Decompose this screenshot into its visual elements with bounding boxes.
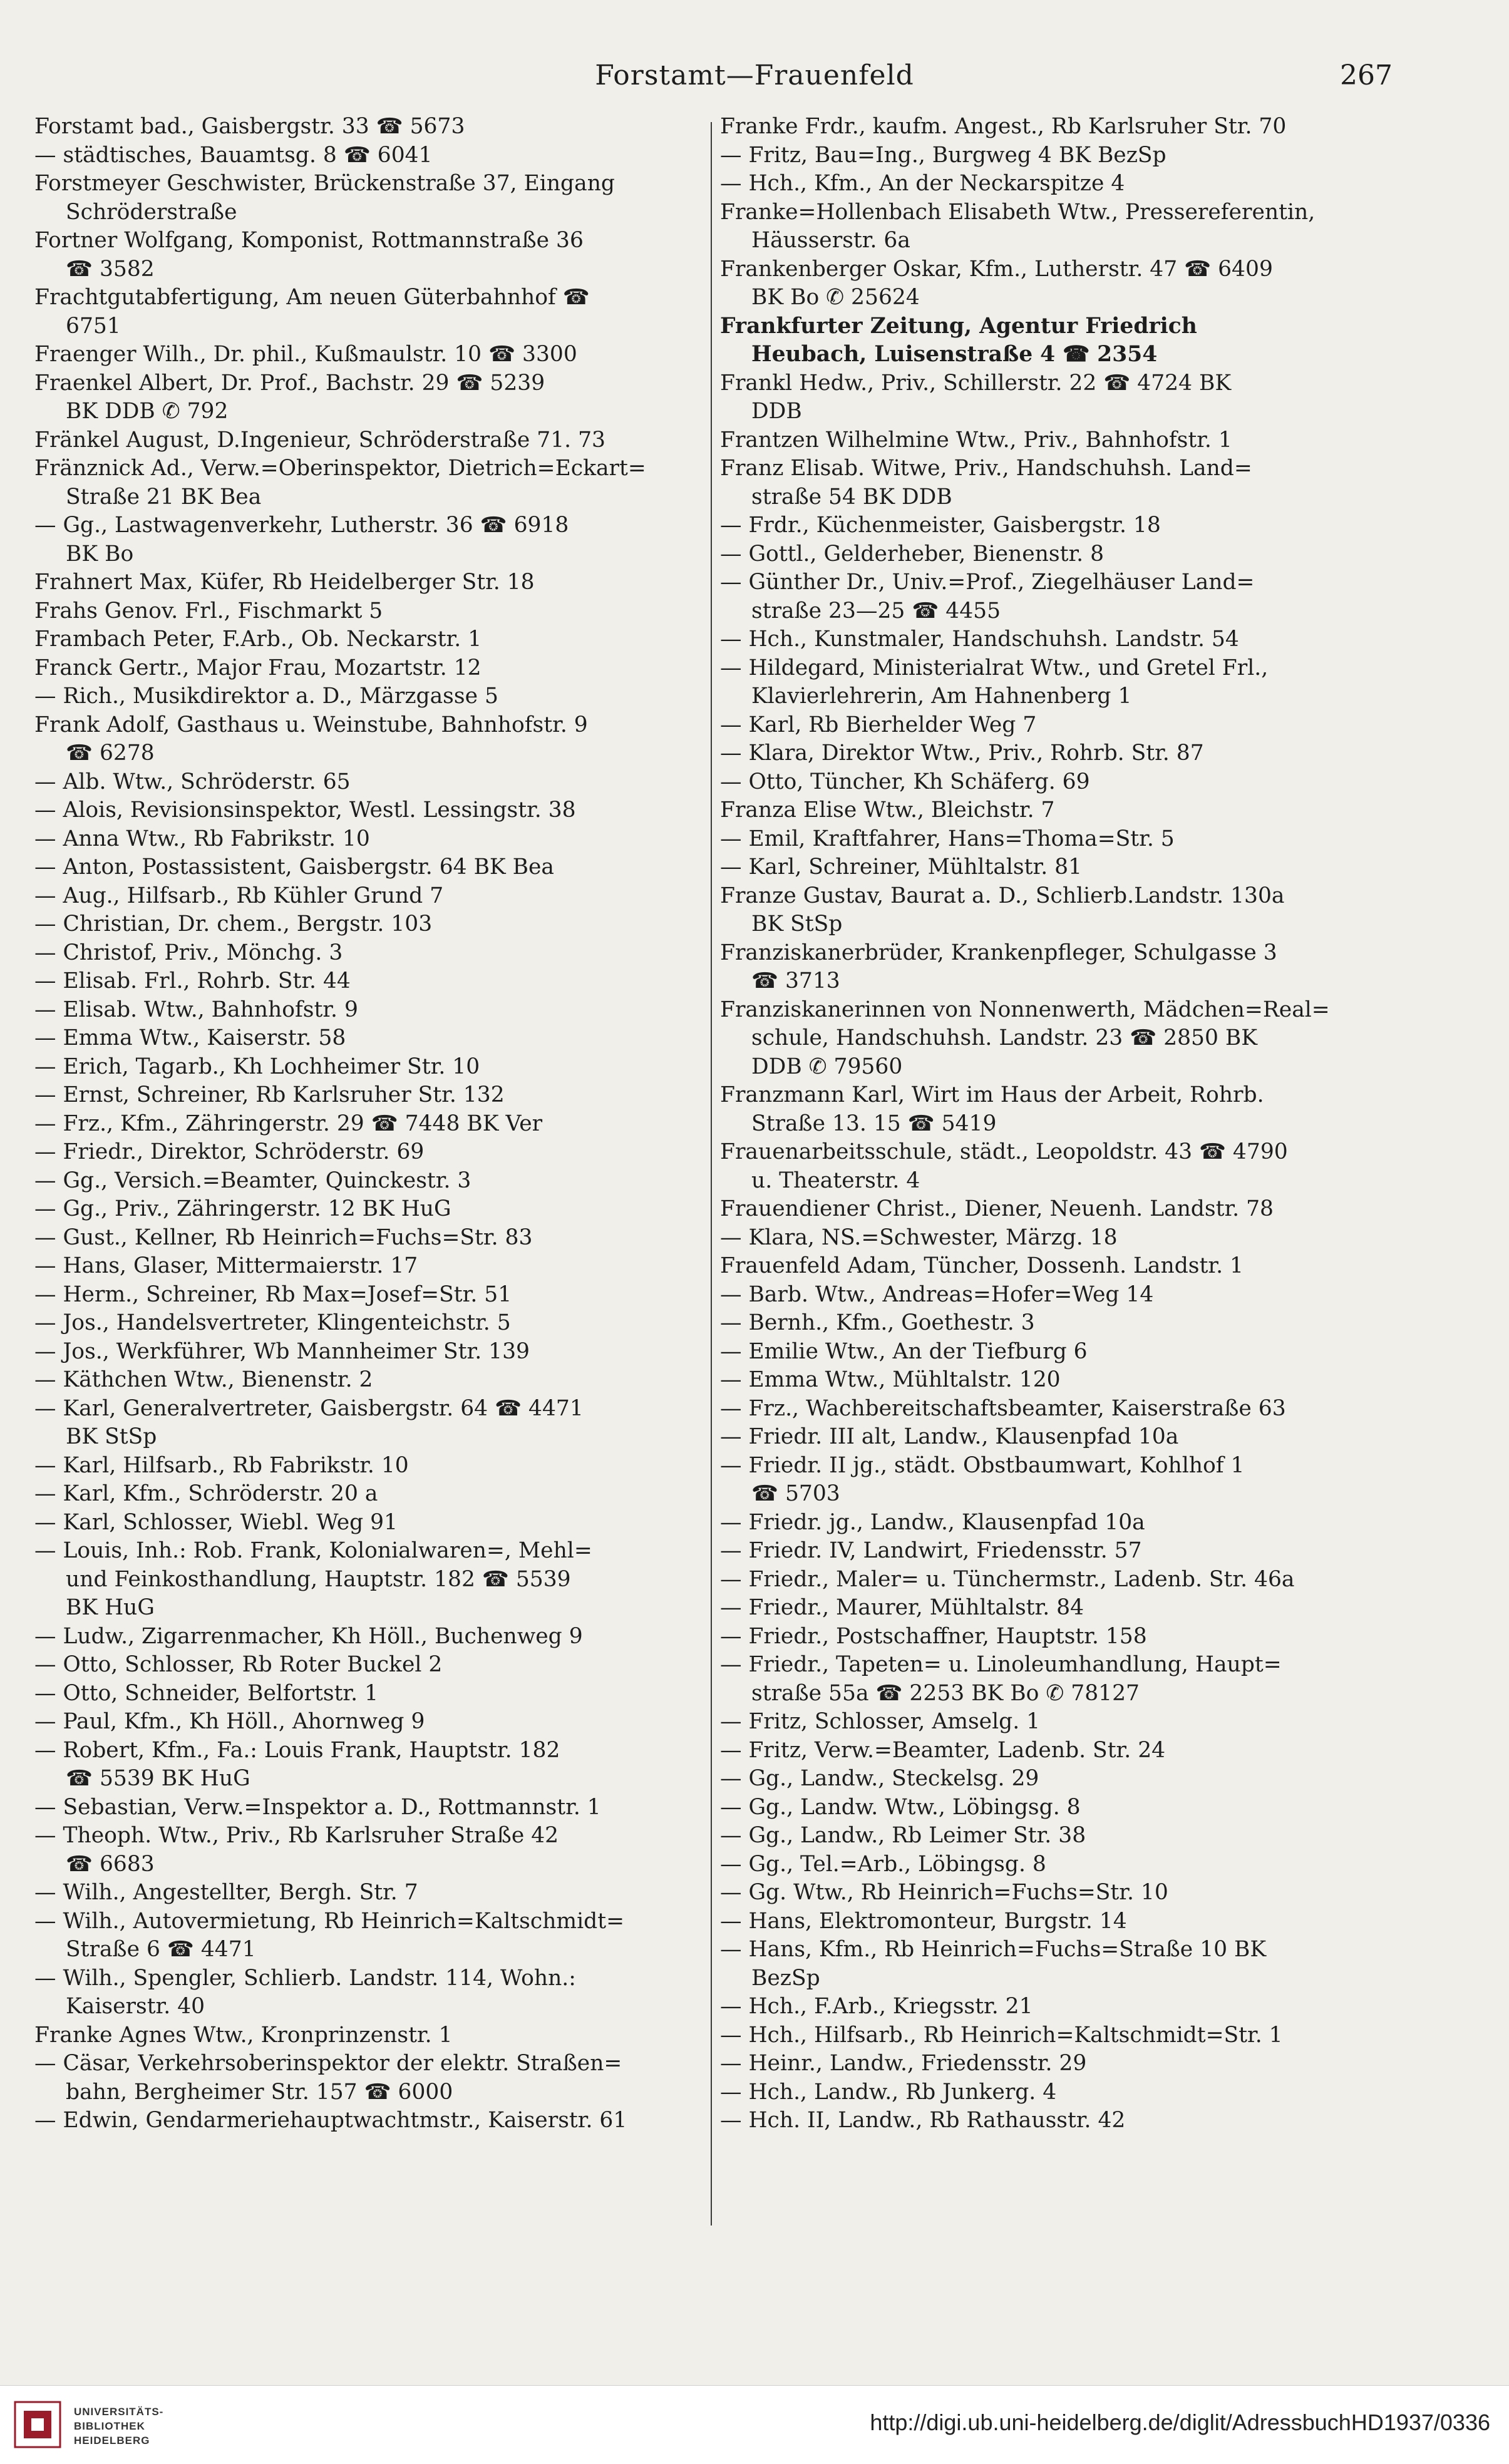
directory-entry-line: — Gg., Lastwagenverkehr, Lutherstr. 36 ☎ 6918	[34, 513, 569, 538]
directory-entry-line: — Friedr. III alt, Landw., Klausenpfad 10a	[720, 1424, 1179, 1449]
directory-entry-line: Heubach, Luisenstraße 4 ☎ 2354	[751, 342, 1158, 367]
directory-entry-line: — Anton, Postassistent, Gaisbergstr. 64 BK Bea	[34, 855, 555, 880]
directory-entry-line: — Gg. Wtw., Rb Heinrich=Fuchs=Str. 10	[720, 1880, 1168, 1905]
directory-entry-line: Frankl Hedw., Priv., Schillerstr. 22 ☎ 4724 BK	[720, 370, 1232, 396]
left-column	[34, 113, 661, 2135]
directory-entry-line: — Friedr. II jg., städt. Obstbaumwart, Kohlhof 1	[720, 1452, 1245, 1478]
directory-entry-line: — Gg., Tel.=Arb., Löbingsg. 8	[720, 1851, 1046, 1877]
directory-entry-line: — Wilh., Spengler, Schlierb. Landstr. 114, Wohn.:	[34, 1965, 576, 1991]
directory-entry-line: — Hildegard, Ministerialrat Wtw., und Gretel Frl.,	[720, 655, 1269, 680]
directory-entry-line: — Elisab. Wtw., Bahnhofstr. 9	[34, 997, 358, 1022]
directory-entry-line: — Karl, Schreiner, Mühltalstr. 81	[720, 855, 1083, 880]
directory-entry-line: — Ludw., Zigarrenmacher, Kh Höll., Buchenweg 9	[34, 1623, 583, 1649]
directory-entry-line: BK HuG	[66, 1595, 155, 1620]
directory-entry-line: — Gottl., Gelderheber, Bienenstr. 8	[720, 541, 1105, 567]
directory-entry-line: — Hch. II, Landw., Rb Rathausstr. 42	[720, 2108, 1126, 2133]
directory-entry-line: straße 55a ☎ 2253 BK Bo ✆ 78127	[751, 1680, 1140, 1706]
directory-entry-line: Franziskanerbrüder, Krankenpfleger, Schulgasse 3	[720, 940, 1277, 965]
directory-entry-line: — Karl, Schlosser, Wiebl. Weg 91	[34, 1509, 398, 1535]
directory-entry-line: — Christian, Dr. chem., Bergstr. 103	[34, 911, 433, 937]
library-name	[74, 2405, 163, 2448]
directory-entry-line: BezSp	[751, 1965, 820, 1991]
directory-entry-line: BK Bo ✆ 25624	[751, 285, 920, 310]
directory-entry-line: — städtisches, Bauamtsg. 8 ☎ 6041	[34, 142, 433, 168]
directory-entry-line: — Wilh., Autovermietung, Rb Heinrich=Kaltschmidt=	[34, 1908, 625, 1934]
directory-entry-line: — Frz., Kfm., Zähringerstr. 29 ☎ 7448 BK Ver	[34, 1111, 543, 1136]
directory-entry-line: Franke Agnes Wtw., Kronprinzenstr. 1	[34, 2022, 453, 2048]
directory-entry-line: DDB	[751, 399, 802, 424]
directory-entry-line: Forstmeyer Geschwister, Brückenstraße 37, Eingang	[34, 171, 615, 196]
directory-entry-line: — Hans, Kfm., Rb Heinrich=Fuchs=Straße 10 BK	[720, 1937, 1267, 1962]
directory-entry-line: — Gg., Versich.=Beamter, Quinckestr. 3	[34, 1168, 471, 1193]
directory-entry-line: — Emilie Wtw., An der Tiefburg 6	[720, 1338, 1088, 1364]
directory-entry-line: — Friedr., Postschaffner, Hauptstr. 158	[720, 1623, 1147, 1649]
column-divider	[711, 122, 712, 2225]
directory-entry-line: — Fritz, Bau=Ing., Burgweg 4 BK BezSp	[720, 142, 1167, 168]
directory-entry-line: — Hans, Glaser, Mittermaierstr. 17	[34, 1253, 418, 1278]
directory-entry-line: — Wilh., Angestellter, Bergh. Str. 7	[34, 1880, 418, 1905]
directory-entry-line: Franza Elise Wtw., Bleichstr. 7	[720, 798, 1055, 823]
directory-entry-line: — Hch., Kunstmaler, Handschuhsh. Landstr. 54	[720, 627, 1239, 652]
directory-entry-line: — Jos., Handelsvertreter, Klingenteichstr. 5	[34, 1310, 511, 1335]
directory-entry-line: — Rich., Musikdirektor a. D., Märzgasse 5	[34, 684, 498, 709]
directory-entry-line: — Gg., Landw. Wtw., Löbingsg. 8	[720, 1794, 1081, 1820]
directory-entry-line: — Karl, Generalvertreter, Gaisbergstr. 64 ☎ 4471	[34, 1395, 584, 1421]
directory-entry-line: — Erich, Tagarb., Kh Lochheimer Str. 10	[34, 1054, 480, 1079]
directory-entry-line: Frauendiener Christ., Diener, Neuenh. Landstr. 78	[720, 1196, 1274, 1221]
directory-entry-line: — Karl, Kfm., Schröderstr. 20 a	[34, 1481, 378, 1506]
directory-entry-line: — Jos., Werkführer, Wb Mannheimer Str. 139	[34, 1338, 530, 1364]
directory-entry-line: ☎ 3582	[66, 256, 155, 282]
directory-entry-line: straße 54 BK DDB	[751, 484, 952, 510]
directory-entry-line: Fraenkel Albert, Dr. Prof., Bachstr. 29 ☎ 5239	[34, 370, 545, 396]
directory-entry-line: — Hans, Elektromonteur, Burgstr. 14	[720, 1908, 1127, 1934]
directory-entry-line: Franck Gertr., Major Frau, Mozartstr. 12	[34, 655, 482, 680]
directory-entry-line: — Edwin, Gendarmeriehauptwachtmstr., Kaiserstr. 61	[34, 2108, 627, 2133]
directory-entry-line: ☎ 5703	[751, 1481, 840, 1506]
directory-entry-line: — Karl, Hilfsarb., Rb Fabrikstr. 10	[34, 1452, 409, 1478]
directory-entry-line: — Ernst, Schreiner, Rb Karlsruher Str. 132	[34, 1082, 505, 1107]
ub-heidelberg-logo-icon	[13, 2400, 63, 2450]
directory-entry-line: — Hch., F.Arb., Kriegsstr. 21	[720, 1994, 1033, 2019]
directory-entry-line: ☎ 3713	[751, 968, 840, 993]
directory-entry-line: Frankfurter Zeitung, Agentur Friedrich	[720, 313, 1197, 339]
directory-entry-line: — Friedr., Maler= u. Tünchermstr., Ladenb. Str. 46a	[720, 1566, 1295, 1592]
directory-entry-line: — Emma Wtw., Mühltalstr. 120	[720, 1367, 1061, 1392]
page-title: Forstamt—Frauenfeld	[595, 59, 914, 91]
directory-entry-line: — Sebastian, Verw.=Inspektor a. D., Rottmannstr. 1	[34, 1794, 601, 1820]
directory-entry-line: — Günther Dr., Univ.=Prof., Ziegelhäuser Land=	[720, 570, 1255, 595]
directory-entry-line: — Elisab. Frl., Rohrb. Str. 44	[34, 968, 351, 993]
directory-entry-line: schule, Handschuhsh. Landstr. 23 ☎ 2850 BK	[751, 1025, 1258, 1050]
right-column	[720, 113, 1346, 2135]
directory-entry-line: — Hch., Hilfsarb., Rb Heinrich=Kaltschmidt=Str. 1	[720, 2022, 1283, 2048]
library-name-line: HEIDELBERG	[74, 2435, 150, 2446]
directory-entry-line: — Klara, Direktor Wtw., Priv., Rohrb. Str. 87	[720, 741, 1204, 766]
directory-entry-line: Fränkel August, D.Ingenieur, Schröderstraße 71. 73	[34, 427, 605, 453]
directory-entry-line: 6751	[66, 313, 121, 339]
directory-entry-line: — Fritz, Verw.=Beamter, Ladenb. Str. 24	[720, 1737, 1166, 1763]
directory-entry-line: — Alois, Revisionsinspektor, Westl. Lessingstr. 38	[34, 798, 576, 823]
directory-entry-line: u. Theaterstr. 4	[751, 1168, 920, 1193]
directory-entry-line: — Robert, Kfm., Fa.: Louis Frank, Hauptstr. 182	[34, 1737, 560, 1763]
directory-entry-line: und Feinkosthandlung, Hauptstr. 182 ☎ 5539	[66, 1566, 571, 1592]
directory-entry-line: — Otto, Schlosser, Rb Roter Buckel 2	[34, 1652, 443, 1677]
directory-entry-line: BK StSp	[66, 1424, 157, 1449]
directory-entry-line: — Hch., Kfm., An der Neckarspitze 4	[720, 171, 1125, 196]
directory-entry-line: — Frz., Wachbereitschaftsbeamter, Kaiserstraße 63	[720, 1395, 1286, 1421]
directory-entry-line: Frahs Genov. Frl., Fischmarkt 5	[34, 598, 383, 624]
directory-entry-line: — Emma Wtw., Kaiserstr. 58	[34, 1025, 346, 1050]
directory-entry-line: — Cäsar, Verkehrsoberinspektor der elektr. Straßen=	[34, 2051, 622, 2076]
directory-entry-line: Fortner Wolfgang, Komponist, Rottmannstraße 36	[34, 228, 584, 253]
directory-entry-line: Frambach Peter, F.Arb., Ob. Neckarstr. 1	[34, 627, 482, 652]
library-name-line: BIBLIOTHEK	[74, 2420, 145, 2432]
directory-entry-line: Kaiserstr. 40	[66, 1994, 205, 2019]
directory-entry-line: — Louis, Inh.: Rob. Frank, Kolonialwaren=, Mehl=	[34, 1538, 592, 1563]
directory-entry-line: — Christof, Priv., Mönchg. 3	[34, 940, 343, 965]
directory-entry-line: ☎ 6683	[66, 1851, 155, 1877]
directory-entry-line: ☎ 5539 BK HuG	[66, 1766, 250, 1791]
directory-entry-line: — Anna Wtw., Rb Fabrikstr. 10	[34, 826, 370, 851]
directory-entry-line: Franke Frdr., kaufm. Angest., Rb Karlsruher Str. 70	[720, 114, 1287, 139]
directory-entry-line: — Gg., Landw., Steckelsg. 29	[720, 1766, 1039, 1791]
directory-entry-line: DDB ✆ 79560	[751, 1054, 903, 1079]
directory-entry-line: — Karl, Rb Bierhelder Weg 7	[720, 712, 1037, 737]
directory-entry-line: BK StSp	[751, 911, 843, 937]
directory-entry-line: — Friedr., Direktor, Schröderstr. 69	[34, 1139, 425, 1164]
directory-entry-line: — Heinr., Landw., Friedensstr. 29	[720, 2051, 1087, 2076]
directory-entry-line: Straße 13. 15 ☎ 5419	[751, 1111, 997, 1136]
directory-entry-line: — Gg., Landw., Rb Leimer Str. 38	[720, 1823, 1086, 1848]
directory-entry-line: Frank Adolf, Gasthaus u. Weinstube, Bahnhofstr. 9	[34, 712, 588, 737]
directory-entry-line: Franke=Hollenbach Elisabeth Wtw., Pressereferentin,	[720, 199, 1316, 225]
directory-entry-line: — Barb. Wtw., Andreas=Hofer=Weg 14	[720, 1281, 1154, 1307]
directory-entry-line: Frauenfeld Adam, Tüncher, Dossenh. Landstr. 1	[720, 1253, 1244, 1278]
directory-entry-line: BK Bo	[66, 541, 134, 567]
directory-entry-line: Klavierlehrerin, Am Hahnenberg 1	[751, 684, 1132, 709]
directory-entry-line: Straße 6 ☎ 4471	[66, 1937, 256, 1962]
directory-entry-line: Frankenberger Oskar, Kfm., Lutherstr. 47 ☎ 6409	[720, 256, 1273, 282]
directory-entry-line: — Otto, Tüncher, Kh Schäferg. 69	[720, 769, 1090, 794]
directory-entry-line: Franziskanerinnen von Nonnenwerth, Mädchen=Real=	[720, 997, 1330, 1022]
directory-entry-line: — Friedr. IV, Landwirt, Friedensstr. 57	[720, 1538, 1142, 1563]
directory-entry-line: — Hch., Landw., Rb Junkerg. 4	[720, 2079, 1057, 2105]
directory-entry-line: — Alb. Wtw., Schröderstr. 65	[34, 769, 351, 794]
directory-entry-line: Frantzen Wilhelmine Wtw., Priv., Bahnhofstr. 1	[720, 427, 1232, 453]
directory-entry-line: Frachtgutabfertigung, Am neuen Güterbahnhof ☎	[34, 285, 590, 310]
directory-entry-line: — Friedr. jg., Landw., Klausenpfad 10a	[720, 1509, 1145, 1535]
directory-entry-line: Frauenarbeitsschule, städt., Leopoldstr. 43 ☎ 4790	[720, 1139, 1288, 1164]
directory-entry-line: Frahnert Max, Küfer, Rb Heidelberger Str. 18	[34, 570, 535, 595]
directory-entry-line: ☎ 6278	[66, 741, 155, 766]
directory-entry-line: straße 23—25 ☎ 4455	[751, 598, 1001, 624]
directory-entry-line: Straße 21 BK Bea	[66, 484, 262, 510]
directory-entry-line: — Aug., Hilfsarb., Rb Kühler Grund 7	[34, 883, 444, 908]
library-name-line: UNIVERSITÄTS-	[74, 2406, 164, 2418]
source-url-link[interactable]: http://digi.ub.uni-heidelberg.de/diglit/AdressbuchHD1937/0336	[870, 2410, 1490, 2435]
directory-entry-line: — Emil, Kraftfahrer, Hans=Thoma=Str. 5	[720, 826, 1175, 851]
directory-entry-line: bahn, Bergheimer Str. 157 ☎ 6000	[66, 2079, 453, 2105]
directory-entry-line: Franzmann Karl, Wirt im Haus der Arbeit, Rohrb.	[720, 1082, 1264, 1107]
directory-entry-line: — Käthchen Wtw., Bienenstr. 2	[34, 1367, 373, 1392]
library-footer	[0, 2385, 1509, 2464]
directory-entry-line: BK DDB ✆ 792	[66, 399, 229, 424]
directory-entry-line: — Herm., Schreiner, Rb Max=Josef=Str. 51	[34, 1281, 512, 1307]
directory-entry-line: — Paul, Kfm., Kh Höll., Ahornweg 9	[34, 1709, 425, 1734]
directory-entry-line: Fraenger Wilh., Dr. phil., Kußmaulstr. 10 ☎ 3300	[34, 342, 577, 367]
directory-entry-line: Fränznick Ad., Verw.=Oberinspektor, Dietrich=Eckart=	[34, 456, 646, 481]
directory-entry-line: — Theoph. Wtw., Priv., Rb Karlsruher Straße 42	[34, 1823, 559, 1848]
directory-entry-line: — Gust., Kellner, Rb Heinrich=Fuchs=Str. 83	[34, 1224, 533, 1250]
directory-entry-line: — Otto, Schneider, Belfortstr. 1	[34, 1680, 379, 1706]
directory-entry-line: Franze Gustav, Baurat a. D., Schlierb.Landstr. 130a	[720, 883, 1285, 908]
directory-entry-line: Forstamt bad., Gaisbergstr. 33 ☎ 5673	[34, 114, 465, 139]
directory-entry-line: — Friedr., Tapeten= u. Linoleumhandlung, Haupt=	[720, 1652, 1282, 1677]
directory-entry-line: Häusserstr. 6a	[751, 228, 910, 253]
page-number: 267	[1340, 59, 1393, 91]
directory-entry-line: — Friedr., Maurer, Mühltalstr. 84	[720, 1595, 1084, 1620]
directory-entry-line: — Bernh., Kfm., Goethestr. 3	[720, 1310, 1035, 1335]
directory-entry-line: — Gg., Priv., Zähringerstr. 12 BK HuG	[34, 1196, 451, 1221]
directory-entry-line: Schröderstraße	[66, 199, 237, 225]
directory-entry-line: — Frdr., Küchenmeister, Gaisbergstr. 18	[720, 513, 1161, 538]
directory-entry-line: Franz Elisab. Witwe, Priv., Handschuhsh. Land=	[720, 456, 1252, 481]
directory-entry-line: — Klara, NS.=Schwester, Märzg. 18	[720, 1224, 1118, 1250]
directory-entry-line: — Fritz, Schlosser, Amselg. 1	[720, 1709, 1041, 1734]
